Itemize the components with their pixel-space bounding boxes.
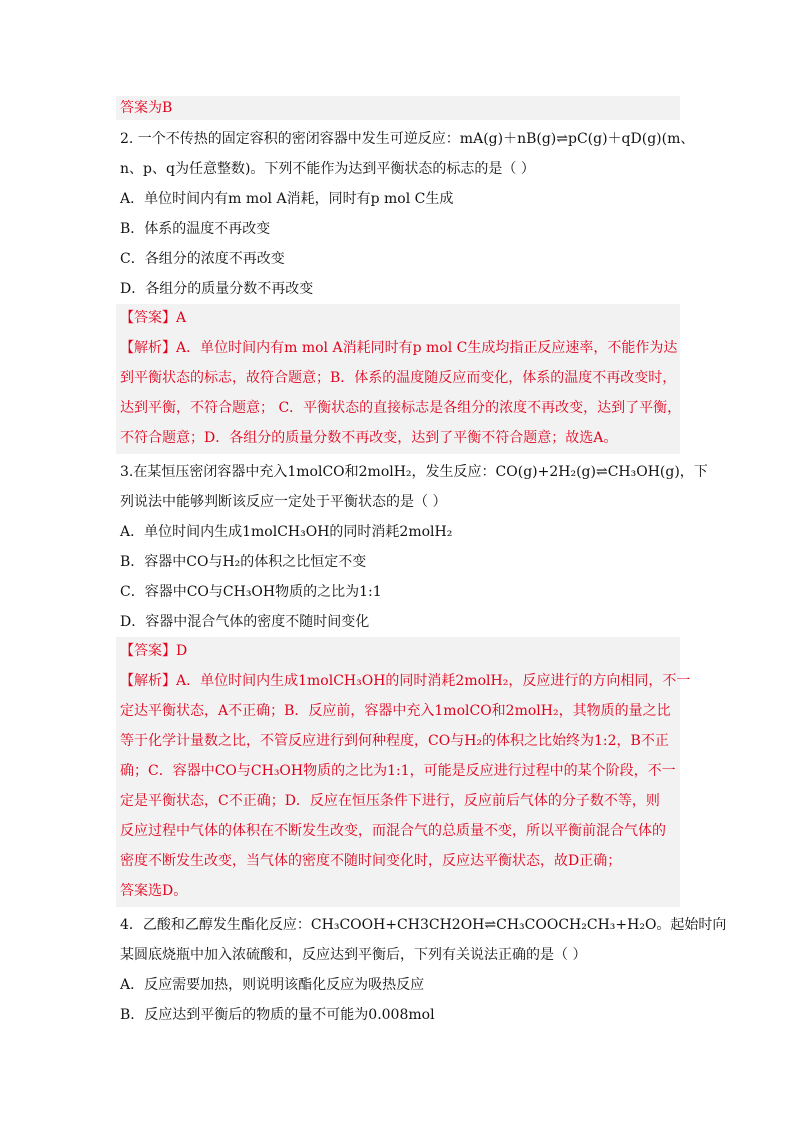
prev-answer: 答案为B bbox=[120, 100, 173, 116]
q3-analysis-line: 定达平衡状态，A不正确；B．反应前，容器中充入1molCO和2molH₂，其物质的量之比 bbox=[120, 703, 671, 719]
q2-answer: 【答案】A bbox=[120, 310, 187, 326]
q3-answer: 【答案】D bbox=[120, 643, 188, 659]
q2-analysis-line: 不符合题意；D．各组分的质量分数不再改变，达到了平衡不符合题意；故选A。 bbox=[120, 430, 618, 446]
q2-option-a: A．单位时间内有m mol A消耗，同时有p mol C生成 bbox=[120, 191, 454, 207]
q3-analysis-line: 密度不断发生改变，当气体的密度不随时间变化时，反应达平衡状态，故D正确； bbox=[120, 853, 622, 869]
q3-analysis-line: 定是平衡状态，C不正确；D．反应在恒压条件下进行，反应前后气体的分子数不等，则 bbox=[120, 793, 660, 809]
q3-analysis-line: 【解析】A．单位时间内生成1molCH₃OH的同时消耗2molH₂，反应进行的方向相同，不一 bbox=[120, 673, 691, 689]
q3-analysis-line: 反应过程中气体的体积在不断发生改变，而混合气的总质量不变，所以平衡前混合气体的 bbox=[120, 823, 666, 839]
q2-option-b: B．体系的温度不再改变 bbox=[120, 221, 271, 237]
q3-analysis-line: 确；C．容器中CO与CH₃OH物质的之比为1:1，可能是反应进行过程中的某个阶段，不一 bbox=[120, 763, 676, 779]
q4-option-b: B．反应达到平衡后的物质的量不可能为0.008mol bbox=[120, 1007, 435, 1023]
q2-analysis-line: 达到平衡，不符合题意； C．平衡状态的直接标志是各组分的浓度不再改变，达到了平衡， bbox=[120, 400, 682, 416]
q2-option-c: C．各组分的浓度不再改变 bbox=[120, 251, 285, 267]
q3-stem-line1: 3.在某恒压密闭容器中充入1molCO和2molH₂，发生反应：CO(g)+2H₂(g)⇌CH₃OH(g)，下 bbox=[120, 464, 708, 480]
q4-option-a: A．反应需要加热，则说明该酯化反应为吸热反应 bbox=[120, 977, 425, 993]
q2-stem-line1: 2. 一个不传热的固定容积的密闭容器中发生可逆反应：mA(g)＋nB(g)⇌pC(g)＋qD(g)(m、 bbox=[120, 131, 695, 147]
q3-analysis-line: 等于化学计量数之比，不管反应进行到何种程度，CO与H₂的体积之比始终为1:2，B不正 bbox=[120, 733, 669, 749]
q2-stem-line2: n、p、q为任意整数)。下列不能作为达到平衡状态的标志的是（ ） bbox=[120, 161, 535, 177]
q3-option-d: D．容器中混合气体的密度不随时间变化 bbox=[120, 614, 370, 630]
q3-analysis-line: 答案选D。 bbox=[120, 883, 188, 899]
q2-analysis-line: 到平衡状态的标志，故符合题意；B．体系的温度随反应而变化，体系的温度不再改变时， bbox=[120, 370, 677, 386]
q3-option-a: A．单位时间内生成1molCH₃OH的同时消耗2molH₂ bbox=[120, 524, 453, 540]
q2-option-d: D．各组分的质量分数不再改变 bbox=[120, 281, 314, 297]
q4-stem-line2: 某圆底烧瓶中加入浓硫酸和，反应达到平衡后，下列有关说法正确的是（ ） bbox=[120, 947, 587, 963]
q2-analysis-line: 【解析】A．单位时间内有m mol A消耗同时有p mol C生成均指正反应速率，不能作为达 bbox=[120, 340, 678, 356]
q3-stem-line2: 列说法中能够判断该反应一定处于平衡状态的是（ ） bbox=[120, 494, 447, 510]
q3-option-c: C．容器中CO与CH₃OH物质的之比为1:1 bbox=[120, 584, 382, 600]
q3-option-b: B．容器中CO与H₂的体积之比恒定不变 bbox=[120, 554, 367, 570]
q4-stem-line1: 4．乙酸和乙醇发生酯化反应：CH₃COOH+CH3CH2OH⇌CH₃COOCH₂CH₃+H₂O。起始时向 bbox=[120, 917, 727, 933]
